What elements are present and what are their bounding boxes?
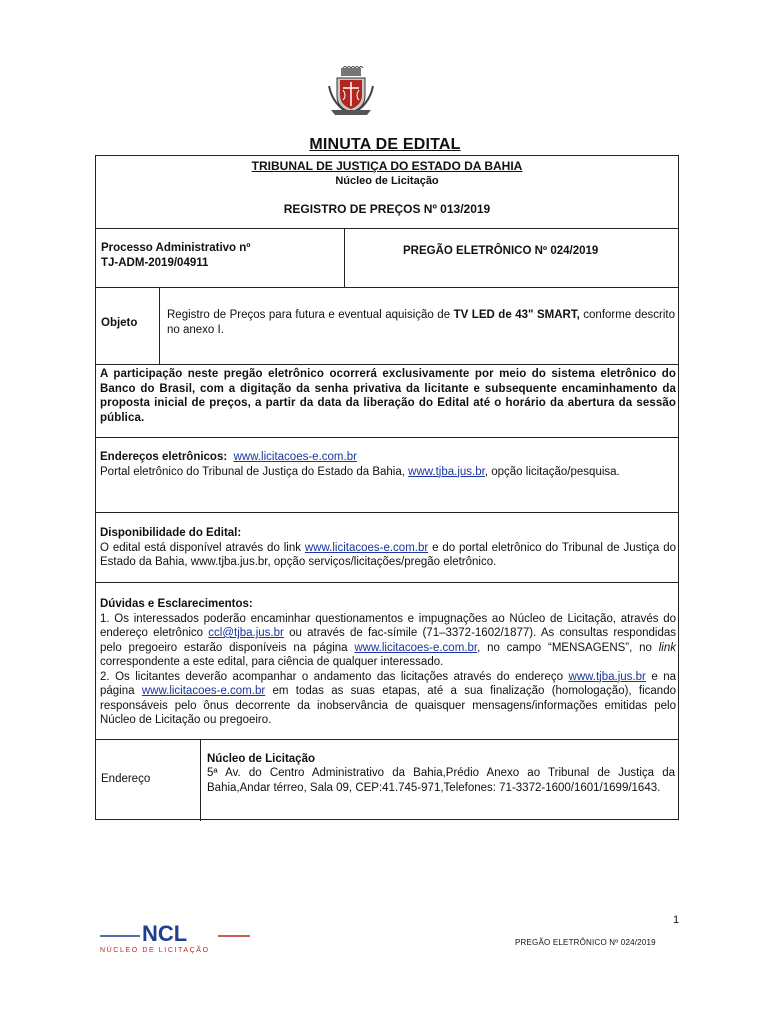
pregao-heading: PREGÃO ELETRÔNICO Nº 024/2019 (403, 245, 599, 257)
tribunal-heading: TRIBUNAL DE JUSTIÇA DO ESTADO DA BAHIA (251, 159, 523, 173)
column-divider (344, 228, 345, 287)
participacao-notice: A participação neste pregão eletrônico ocorrerá exclusivamente por meio do sistema eletrônico do Banco do Brasil, com a digitação da senha privativa da licitante e subsequente encaminhamento da proposta inicial de preços, a partir da data da liberação do Edital até o horário da abertura da sessão pública. (100, 368, 676, 424)
disponibilidade-section: Disponibilidade do Edital: O edital está disponível através do link www.licitacoes-e.com.br e do portal eletrônico do Tribunal de Justiça do Estado da Bahia, www.tjba.jus.br, opção serviços/licitações/pregão eletrônico. (100, 527, 676, 569)
tjba-link[interactable]: www.tjba.jus.br (408, 465, 485, 478)
divider (96, 512, 678, 513)
endereco-label: Endereço (101, 773, 151, 785)
objeto-label: Objeto (101, 317, 138, 329)
enderecos-label: Endereços eletrônicos: (100, 451, 228, 463)
divider (96, 364, 678, 365)
endereco-nucleo: Núcleo de Licitação (207, 753, 316, 765)
registro-heading: REGISTRO DE PREÇOS Nº 013/2019 (283, 202, 491, 216)
licitacoes-link[interactable]: www.licitacoes-e.com.br (304, 541, 429, 554)
email-link[interactable]: ccl@tjba.jus.br (208, 627, 284, 639)
disponibilidade-label: Disponibilidade do Edital: (100, 527, 242, 539)
logo-text: NCL (142, 922, 188, 946)
footer-pregao: PREGÃO ELETRÔNICO Nº 024/2019 (515, 938, 656, 947)
processo-number: TJ-ADM-2019/04911 (101, 257, 209, 269)
objeto-text: Registro de Preços para futura e eventual aquisição de TV LED de 43" SMART, conforme descrito no anexo I. (167, 309, 675, 336)
enderecos-section: Endereços eletrônicos: www.licitacoes-e.com.br Portal eletrônico do Tribunal de Justiça do Estado da Bahia, www.tjba.jus.br, opção licitação/pesquisa. (100, 451, 620, 478)
duvidas-section: Dúvidas e Esclarecimentos: 1. Os interessados poderão encaminhar questionamentos e impugnações ao Núcleo de Licitação, através do endereço eletrônico ccl@tjba.jus.br ou através de fac-símile (71–3372-1602/1877). As consultas respondidas pelo pregoeiro estarão disponíveis na página www.licitacoes-e.com.br, no campo “MENSAGENS”, no link correspondente a este edital, para ciência de qualquer interessado. 2. Os licitantes deverão acompanhar o andamento das licitações através do endereço www.tjba.jus.br e na página www.licitacoes-e.com.br em todas as suas etapas, até a sua finalização (homologação), ficando responsáveis pelo ônus decorrente da inobservância de quaisquer mensagens/informações emitidas pelo Núcleo de Licitação ou pregoeiro. (100, 598, 677, 726)
nucleo-heading: Núcleo de Licitação (335, 175, 439, 187)
licitacoes-link[interactable]: www.licitacoes-e.com.br (233, 451, 357, 463)
divider (96, 287, 678, 288)
logo-subtitle: NÚCLEO DE LICITAÇÃO (100, 947, 210, 954)
page-number: 1 (673, 914, 680, 926)
coat-of-arms-icon (327, 66, 375, 116)
divider (96, 739, 678, 740)
licitacoes-link[interactable]: www.licitacoes-e.com.br (141, 685, 266, 697)
divider (96, 582, 678, 583)
divider (96, 228, 678, 229)
tjba-link[interactable]: www.tjba.jus.br (568, 670, 646, 683)
endereco-text: 5ª Av. do Centro Administrativo da Bahia,Prédio Anexo ao Tribunal de Justiça da Bahia,Andar térreo, Sala 09, CEP:41.745-971,Telefones: 71-3372-1600/1601/1699/1643. (207, 767, 675, 794)
edital-frame (95, 155, 679, 820)
licitacoes-link[interactable]: www.licitacoes-e.com.br (354, 641, 478, 654)
processo-label: Processo Administrativo nº (101, 242, 251, 254)
column-divider (200, 739, 201, 821)
document-title: MINUTA DE EDITAL (309, 136, 461, 153)
column-divider (159, 287, 160, 364)
ncl-logo (100, 922, 250, 954)
duvidas-label: Dúvidas e Esclarecimentos: (100, 598, 253, 610)
divider (96, 437, 678, 438)
